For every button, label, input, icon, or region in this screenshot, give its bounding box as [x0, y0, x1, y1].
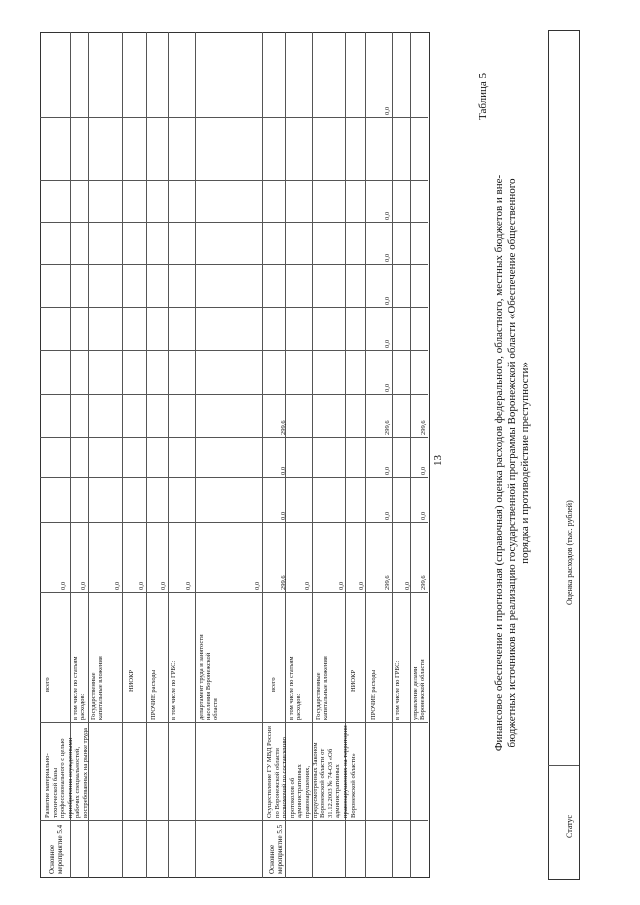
block1-source-1: в том числе по статьям расходов:: [72, 656, 86, 720]
value-col-rule: [40, 307, 428, 308]
block2-source-3: НИОКР: [350, 669, 357, 692]
divider-status-name: [40, 820, 428, 821]
block1-source-4: ПРОЧИЕ расходы: [150, 669, 157, 720]
block2-other-9: 0,0: [384, 106, 391, 115]
row-rule: [122, 32, 123, 878]
main-table: [40, 32, 430, 878]
block2-value-5: 0,0: [404, 581, 411, 590]
block2-other-6: 0,0: [384, 296, 391, 305]
block1-source-6: департамент труда и занятости населения Воронежской области: [198, 634, 219, 720]
block2-dept-3: 299,6: [420, 420, 427, 435]
block2-other-7: 0,0: [384, 253, 391, 262]
block2-other-2: 0,0: [384, 466, 391, 475]
row-rule: [195, 32, 196, 878]
row-rule: [410, 32, 411, 878]
block2-other-8: 0,0: [384, 211, 391, 220]
block2-source-2: Государственные капитальные вложения: [315, 656, 329, 720]
row-rule: [392, 32, 393, 878]
block2-total-3: 299,6: [280, 420, 287, 435]
value-col-rule: [40, 394, 428, 395]
block2-other-1: 0,0: [384, 511, 391, 520]
header-divider: [548, 765, 579, 766]
block2-source-4: ПРОЧИЕ расходы: [370, 669, 377, 720]
block2-status: Основное мероприятие 5.5: [268, 824, 284, 874]
block1-source-5: в том числе по ГРБС:: [170, 660, 177, 720]
block2-other-3: 299,6: [384, 420, 391, 435]
value-col-rule: [40, 477, 428, 478]
value-col-rule: [40, 522, 428, 523]
block2-total-2: 0,0: [280, 466, 287, 475]
block1-value-4: 0,0: [160, 581, 167, 590]
block2-value-1: 0,0: [304, 581, 311, 590]
table-title: [493, 28, 532, 898]
block2-source-1: в том числе по статьям расходов:: [288, 656, 302, 720]
value-col-rule: [40, 264, 428, 265]
table-frame: [40, 32, 430, 878]
value-col-rule: [40, 437, 428, 438]
block2-source-0: всего: [270, 677, 277, 692]
block2-source-5: в том числе по ГРБС:: [394, 660, 401, 720]
block1-value-2: 0,0: [114, 581, 121, 590]
block1-name: Развитие материально-технической базы профессионального с целью приобретения осужденными рабочих специальностей, востребованных на рынке труда: [44, 728, 89, 818]
block2-other-4: 0,0: [384, 383, 391, 392]
row-rule: [168, 32, 169, 878]
title-line-3: порядка и противодействие преступности»: [519, 362, 531, 564]
block1-source-0: всего: [44, 677, 51, 692]
page-number: 13: [432, 455, 444, 466]
block2-dept-2: 0,0: [420, 466, 427, 475]
row-rule: [365, 32, 366, 878]
block1-value-1: 0,0: [80, 581, 87, 590]
table-label: Таблица 5: [477, 72, 489, 120]
divider-name-source: [40, 722, 428, 723]
block1-value-3: 0,0: [138, 581, 145, 590]
header-cost-estimate: Оценка расходов (тыс. рублей): [565, 500, 574, 605]
block2-other-5: 0,0: [384, 339, 391, 348]
value-col-rule: [40, 222, 428, 223]
block1-source-3: НИОКР: [128, 669, 135, 692]
block2-total-1: 0,0: [280, 511, 287, 520]
block2-source-6: управление делами Воронежской области: [412, 659, 426, 720]
title-line-1: Финансовое обеспечение и прогнозная (справочная) оценка расходов федерального, областного, местных бюджетов и вне-: [493, 174, 505, 752]
divider-source-values: [40, 592, 428, 593]
block2-dept-1: 0,0: [420, 511, 427, 520]
divider-block: [262, 32, 263, 878]
value-col-rule: [40, 350, 428, 351]
block2-value-3: 0,0: [358, 581, 365, 590]
block1-status: Основное мероприятие 5.4: [48, 824, 64, 874]
block1-value-6: 0,0: [254, 581, 261, 590]
block1-value-5: 0,0: [185, 581, 192, 590]
title-line-2: бюджетных источников на реализацию государственной программы Воронежской области «Обеспечение общественного: [506, 178, 518, 748]
header-status: Статус: [565, 814, 574, 838]
block2-value-2: 0,0: [338, 581, 345, 590]
block2-dept-0: 299,6: [420, 575, 427, 590]
block1-value-0: 0,0: [60, 581, 67, 590]
block2-name: Осуществление ГУ МВД России по Воронежской области полномочий по составлению протоколов об административных правонарушениях, предусмотренных Законом Воронежской области от 31.12.2003 № 74-ОЗ «Об административных правонарушениях на территории Воронежской области»: [266, 725, 357, 818]
row-rule: [146, 32, 147, 878]
block1-source-2: Государственные капитальные вложения: [90, 656, 104, 720]
block2-total-0: 299,6: [280, 575, 287, 590]
value-col-rule: [40, 117, 428, 118]
value-col-rule: [40, 180, 428, 181]
header-box: [548, 30, 580, 880]
block2-other-0: 299,6: [384, 575, 391, 590]
